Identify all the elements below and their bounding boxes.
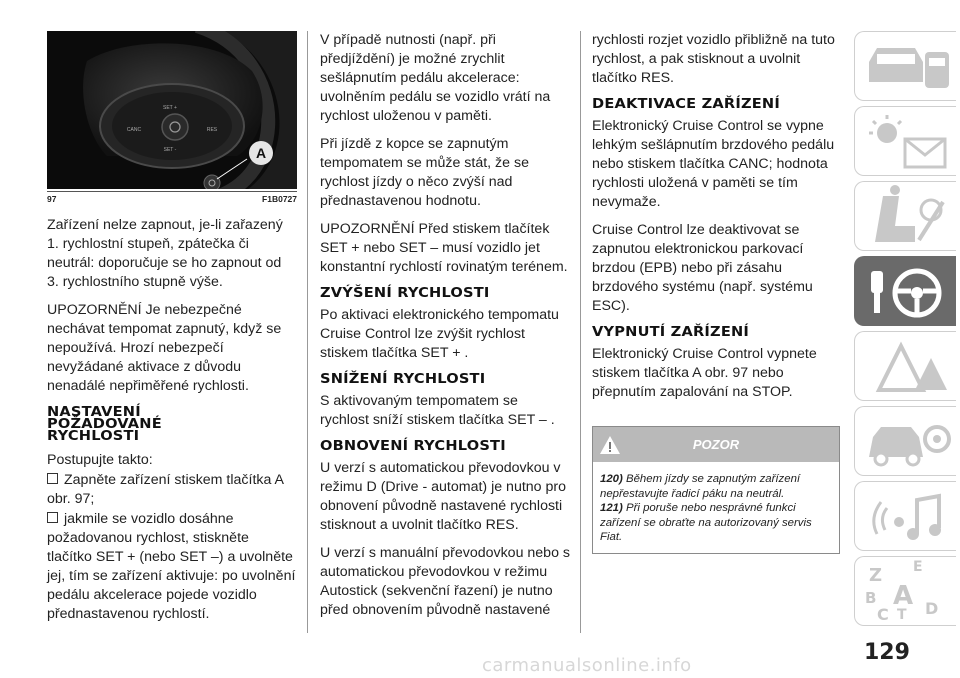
figure-caption [47,191,297,204]
tab-dashboard[interactable] [854,31,956,101]
paragraph: Zařízení nelze zapnout, je-li zařazený 1. rychlostní stupeň, zpátečka či neutrál: doporučuje se ho zapnout od 3. rychlostního stupně výše. [47,217,283,290]
bullet-text: jakmile se vozidlo dosáhne požadovanou rychlost, stiskněte tlačítko SET + (nebo SET –) a uvolněte jej, tím se zařízení aktivuje: po uvolnění pedálu akcelerace pojede vozidlo přednastavenou rychlostí. [47,511,296,622]
warning-header [593,427,839,462]
emergency-triangle-icon [855,332,957,402]
heading-zvyseni: ZVÝŠENÍ RYCHLOSTI [320,285,490,301]
canc-label: CANC [126,127,142,133]
bullet-text: Zapněte zařízení stiskem tlačítka A obr. 97; [47,472,284,507]
warning-text: Při poruše nebo nesprávné funkci zařízení se obraťte na autorizovaný servis Fiat. [600,502,812,544]
alphabet-index-icon [855,557,957,627]
index-letter: E [913,559,923,575]
tab-starting-driving[interactable] [854,256,956,326]
index-letter: B [865,589,877,607]
column-divider-2 [580,31,581,633]
index-letter: A [893,581,914,611]
paragraph: U verzí s manuální převodovkou nebo s automatickou převodovkou v režimu Autostick (sekvenční řazení) je nutno před obnovením původně nastavené [320,545,570,618]
column-1 [47,0,297,633]
bullet-item [47,510,297,624]
warning-item [600,472,832,501]
steering-wheel-illustration [47,31,297,189]
set-minus-label: SET - [163,147,177,153]
warning-title: POZOR [692,437,740,452]
paragraph: rychlosti rozjet vozidlo přibližně na tuto rychlost, a pak stisknout a uvolnit tlačítko RES. [592,32,835,86]
warning-body [593,462,839,553]
paragraph: Elektronický Cruise Control vypnete stiskem tlačítka A obr. 97 nebo přepnutím zapalování na STOP. [592,346,817,400]
warning-ref-number: 120) [600,473,623,485]
warning-item [600,501,832,545]
heading-deaktivace: DEAKTIVACE ZAŘÍZENÍ [592,96,780,112]
heading-obnoveni: OBNOVENÍ RYCHLOSTI [320,438,506,454]
warning-lights-icon [855,107,957,177]
index-letter: Z [869,565,883,586]
steering-wheel-key-icon [855,257,957,327]
paragraph: Elektronický Cruise Control se vypne lehkým sešlápnutím brzdového pedálu nebo stiskem tlačítka CANC; hodnota rychlosti uložená v paměti se tím nevymaže. [592,118,835,210]
paragraph: U verzí s automatickou převodovkou v režimu D (Drive - automat) je nutno pro obnovení původně nastavené rychlosti stisknout a uvolnit tlačítko RES. [320,460,567,533]
paragraph: Po aktivaci elektronického tempomatu Cruise Control lze zvýšit rychlost stiskem tlačítka SET + . [320,307,559,361]
column-3 [592,31,840,554]
warning-paragraph: UPOZORNĚNÍ Je nebezpečné nechávat tempomat zapnutý, když se nepoužívá. Hrozí nebezpečí nevyžádané aktivace z důvodu nenadálé nepřiměřené rychlosti. [47,302,282,394]
warning-paragraph: UPOZORNĚNÍ Před stiskem tlačítek SET + nebo SET – musí vozidlo jet konstantní rychlostí rovinatým terénem. [320,221,568,275]
callout-a-label: A [255,145,267,161]
tab-index[interactable] [854,556,956,626]
figure-number: 97 [47,194,57,204]
tab-maintenance[interactable] [854,406,956,476]
watermark: carmanualsonline.info [482,655,692,676]
page-number: 129 [864,640,910,665]
car-wrench-icon [855,407,957,477]
figure-code: F1B0727 [262,194,297,204]
heading-snizeni: SNÍŽENÍ RYCHLOSTI [320,371,486,387]
bullet-square-icon [47,473,58,484]
heading-vypnuti: VYPNUTÍ ZAŘÍZENÍ [592,324,750,340]
tab-safety[interactable] [854,181,956,251]
heading-nastaveni: NASTAVENÍ POŽADOVANÉ RYCHLOSTI [47,404,162,444]
warning-box [592,426,840,554]
tab-lights[interactable] [854,106,956,176]
index-letter: D [925,599,939,618]
bullet-item [47,471,297,509]
warning-text: Během jízdy se zapnutým zařízení nepřestavujte řadicí páku na neutrál. [600,473,801,500]
seat-airbag-icon [855,182,957,252]
bullet-square-icon [47,512,58,523]
paragraph: Při jízdě z kopce se zapnutým tempomatem se může stát, že se rychlost jízdy o něco zvýší nad přednastavenou hodnotu. [320,136,529,209]
steering-wheel-figure [47,31,297,189]
multimedia-icon [855,482,957,552]
index-letter: C [877,605,889,624]
index-letter: T [897,607,907,623]
column-2 [320,31,570,629]
paragraph: Postupujte takto: [47,452,153,468]
tab-emergency[interactable] [854,331,956,401]
tab-multimedia[interactable] [854,481,956,551]
res-label: RES [206,127,218,133]
paragraph: Cruise Control lze deaktivovat se zapnutou elektronickou parkovací brzdou (EPB) nebo při zásahu brzdového systému (např. systému ESC). [592,222,813,314]
column-divider-1 [307,31,308,633]
car-front-icon [855,32,957,102]
paragraph: S aktivovaným tempomatem se rychlost sníží stiskem tlačítka SET – . [320,393,555,428]
paragraph: V případě nutnosti (např. při předjíždění) je možné zrychlit sešlápnutím pedálu akcelerace: uvolněním pedálu se vozidlo vrátí na rychlost uloženou v paměti. [320,32,551,124]
warning-ref-number: 121) [600,502,623,515]
set-plus-label: SET + [163,105,177,111]
